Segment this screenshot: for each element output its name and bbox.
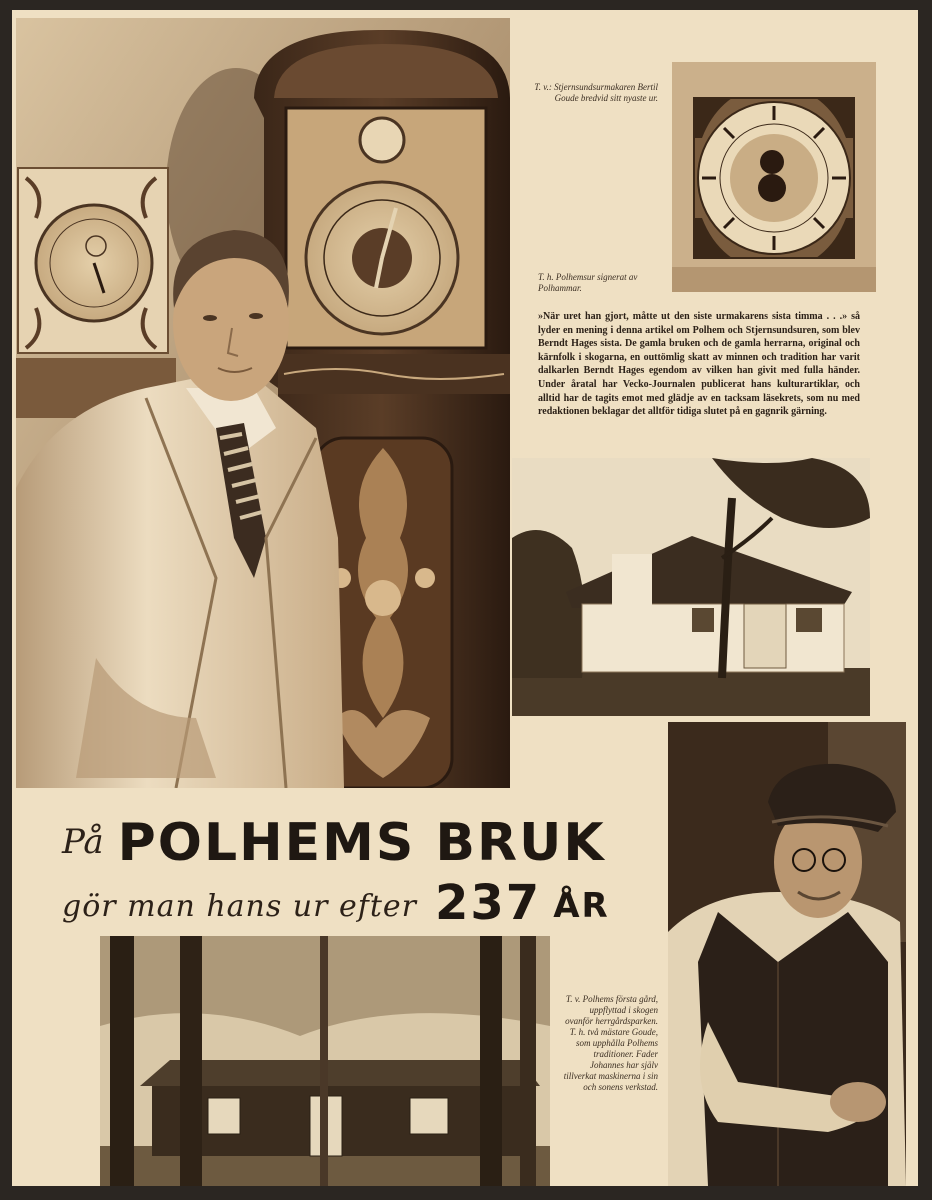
headline-number: 237	[435, 875, 542, 931]
article-text: »När uret han gjort, måtte ut den siste urmakarens sista timma . . .» så lyder en mening i denna artikel om Polhem och Stjernsundsuren, som blev Berndt Hages sista. De gamla bruken och de gamla herrarna, original och kärnfolk i skogarna, en outtömlig skatt av minnen och tradition har varit dalkarlen Berndt Hages egendom av vilken han givit med fulla händer. Under åratal har Vecko-Journalen publicerat hans kulturartiklar, och alltid har de tagits emot med glädje av en tacksam läsekrets, som nu med redaktionen beklagar det alltför tidiga slutet på en gagnrik gärning.	[538, 311, 860, 418]
headline-script-prefix: På	[62, 822, 104, 862]
headline-unit: ÅR	[553, 886, 610, 926]
headline-subline: gör man hans ur efter	[62, 889, 417, 924]
magazine-page	[12, 10, 918, 1186]
photo-manor-house	[512, 458, 870, 716]
photo-clock-face	[672, 62, 876, 292]
photo-polhem-first-farm	[100, 936, 550, 1186]
headline-title: POLHEMS BRUK	[117, 813, 606, 873]
photo-old-master-goude	[668, 722, 906, 1186]
caption-first-farm-and-masters: T. v. Polhems första gård, uppflyttad i skogen ovanför herrgårdsparken. T. h. två mästare Goude, som upphålla Polhems traditioner. Fader Johannes har själv tillverkat maskinerna i sin och sonens verkstad.	[563, 994, 658, 1092]
headline-main	[62, 802, 606, 872]
photo-clockmaker	[16, 18, 510, 788]
caption-polhem-clock: T. h. Polhemsur signerat av Polhammar.	[538, 272, 638, 293]
headline-subline-row	[62, 870, 610, 930]
caption-clockmaker: T. v.: Stjernsundsurmakaren Bertil Goude bredvid sitt nyaste ur.	[534, 82, 658, 103]
